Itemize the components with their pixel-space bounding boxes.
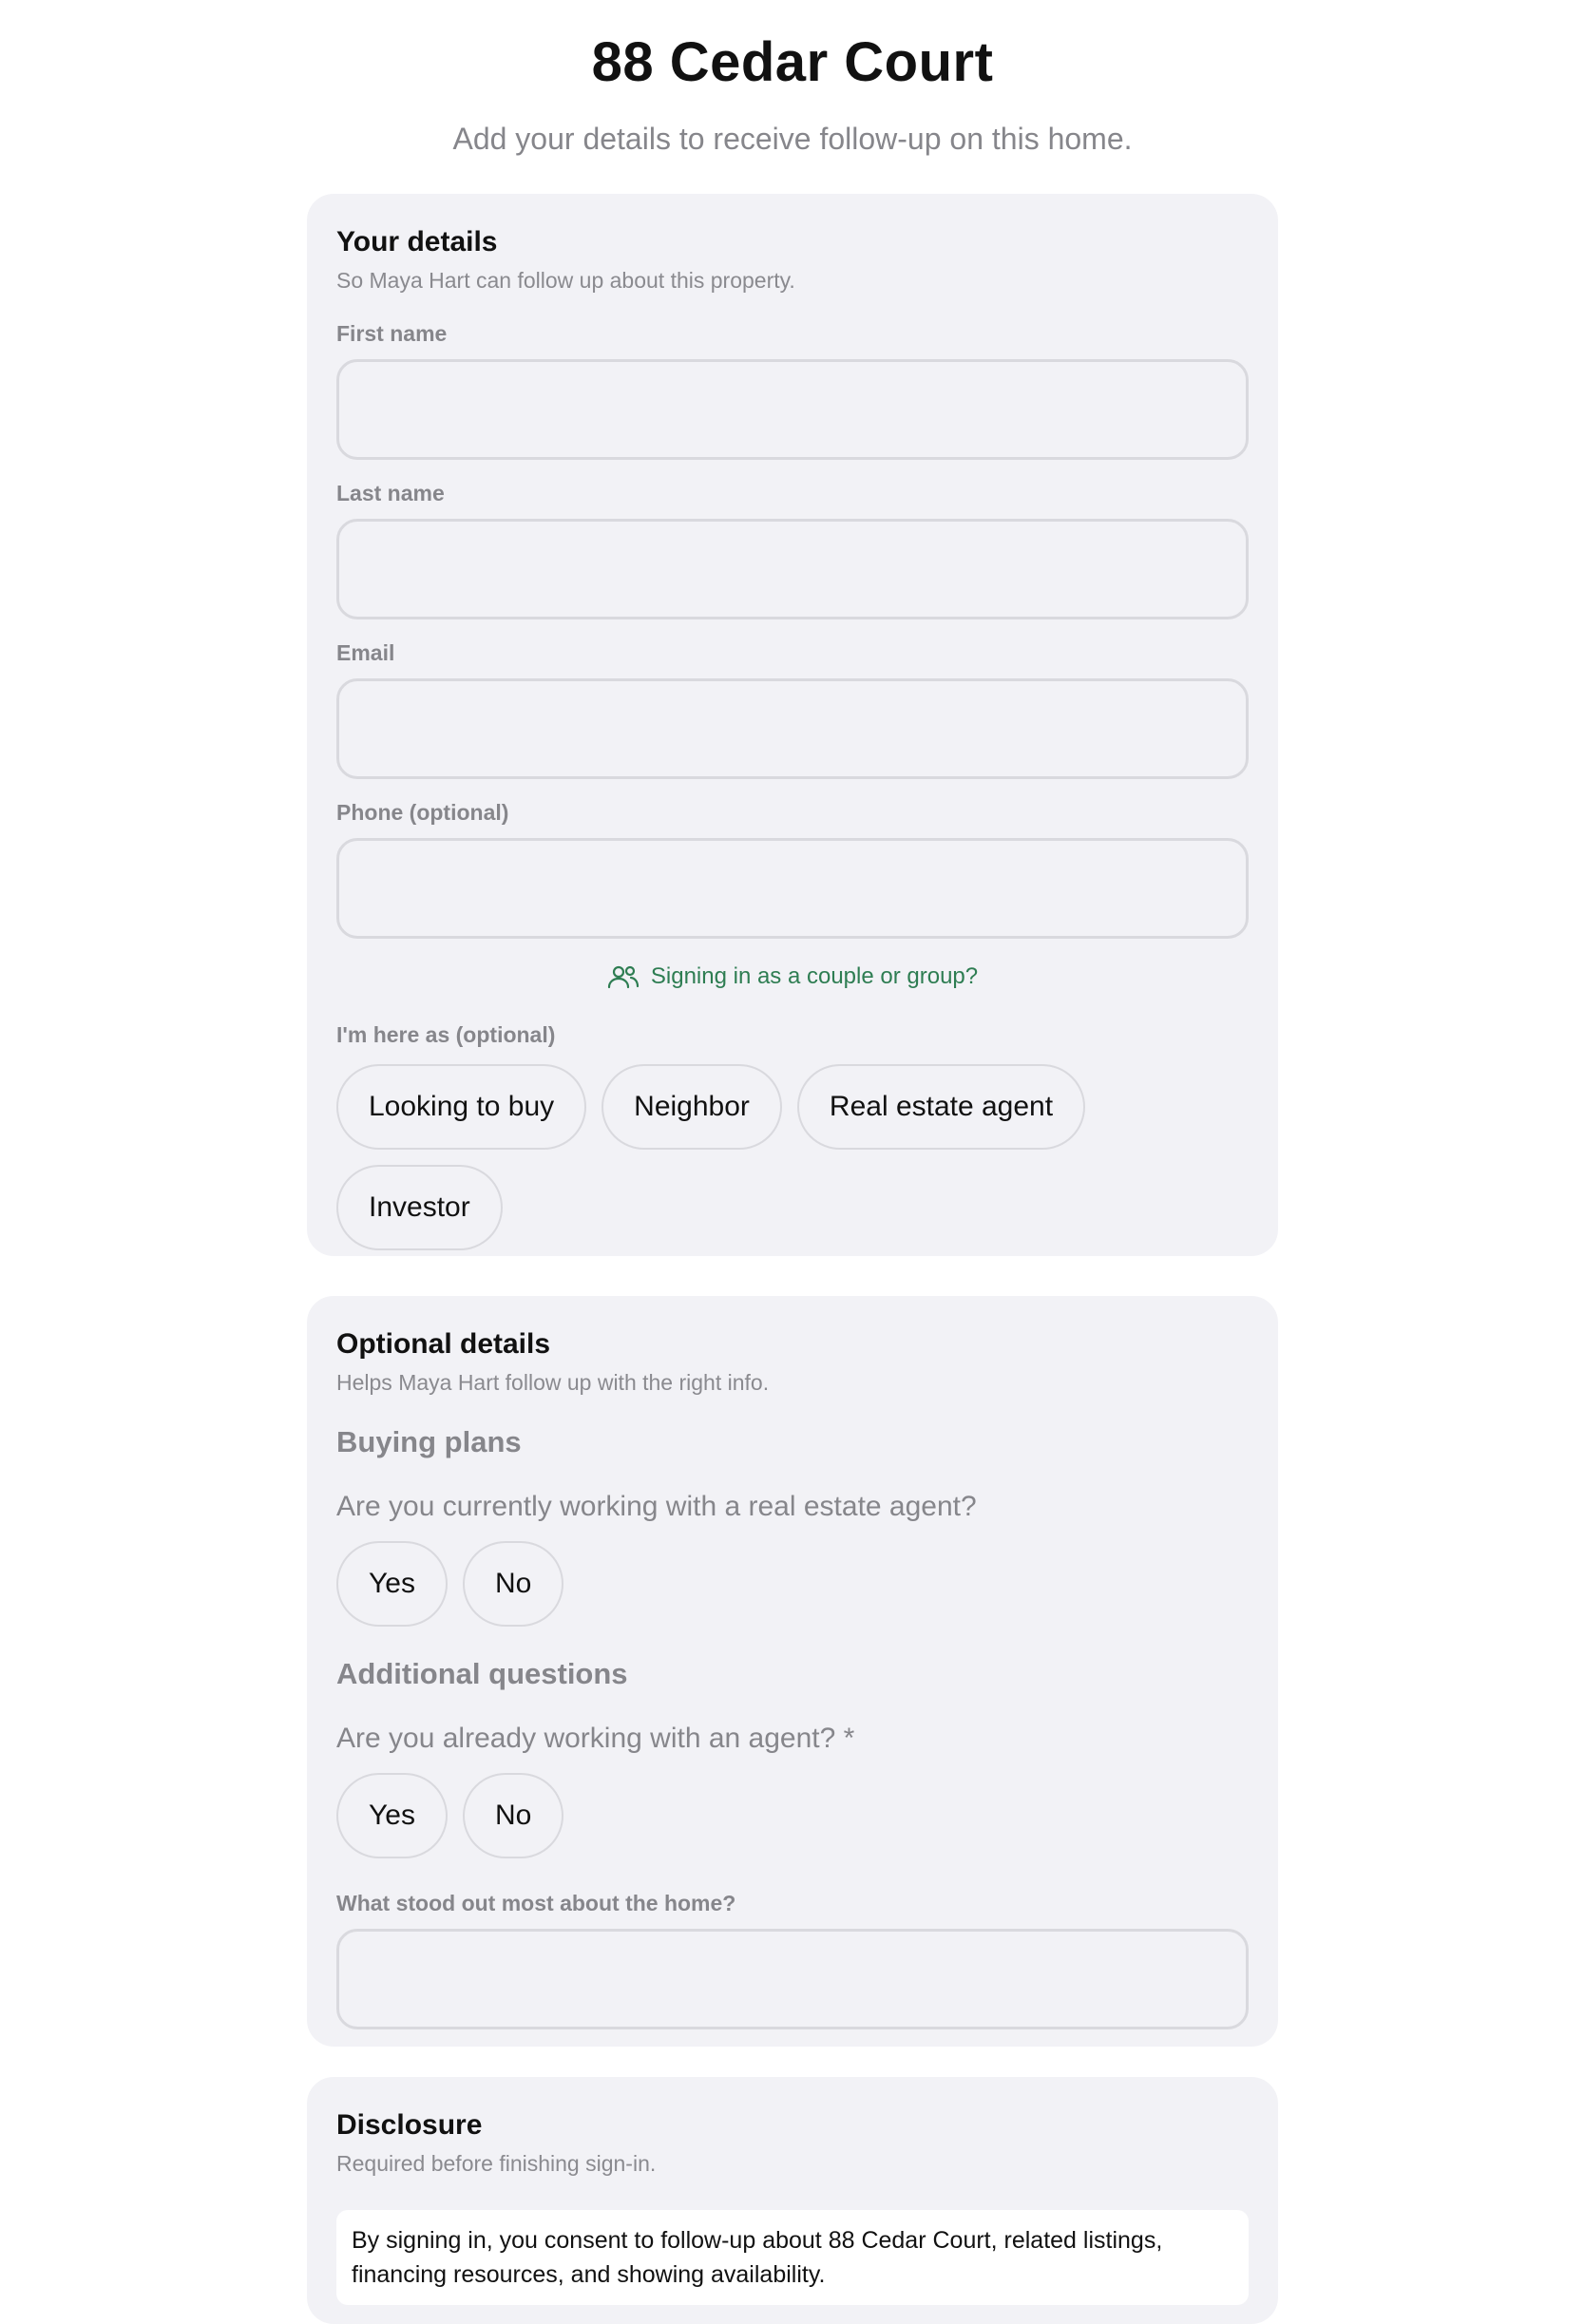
optional-details-description: Helps Maya Hart follow up with the right info. <box>336 1370 770 1395</box>
first-name-field <box>336 319 1249 460</box>
here-as-options <box>336 1064 1249 1250</box>
optional-details-title: Optional details <box>336 1328 551 1360</box>
couple-group-link[interactable] <box>336 962 1249 992</box>
email-label: Email <box>336 640 395 665</box>
additional-questions-heading: Additional questions <box>336 1657 628 1690</box>
disclosure-card <box>307 2077 1278 2324</box>
disclosure-description: Required before finishing sign-in. <box>336 2151 657 2176</box>
chip-looking-to-buy[interactable]: Looking to buy <box>336 1064 586 1150</box>
first-name-label: First name <box>336 321 448 346</box>
stood-out-field <box>336 1889 1249 2029</box>
agent-yes-button[interactable]: Yes <box>336 1773 448 1858</box>
phone-label: Phone (optional) <box>336 800 509 825</box>
your-details-description: So Maya Hart can follow up about this property. <box>336 268 795 293</box>
here-as-field <box>336 1020 1249 1250</box>
phone-input[interactable] <box>336 838 1249 939</box>
couple-group-link-text: Signing in as a couple or group? <box>650 963 979 989</box>
buying-plans-yes-button[interactable]: Yes <box>336 1541 448 1627</box>
optional-details-card <box>307 1296 1278 2047</box>
phone-field <box>336 798 1249 939</box>
agent-no-button[interactable]: No <box>463 1773 563 1858</box>
page-header <box>0 0 1585 158</box>
chip-investor[interactable]: Investor <box>336 1165 503 1250</box>
here-as-label: I'm here as (optional) <box>336 1022 556 1047</box>
your-details-card <box>307 194 1278 1256</box>
chip-real-estate-agent[interactable]: Real estate agent <box>797 1064 1085 1150</box>
buying-plans-question: Are you currently working with a real estate agent? <box>336 1491 977 1522</box>
page-subtitle: Add your details to receive follow-up on this home. <box>452 122 1133 156</box>
buying-plans-options <box>336 1541 1249 1627</box>
buying-plans-no-button[interactable]: No <box>463 1541 563 1627</box>
buying-plans-heading: Buying plans <box>336 1425 522 1458</box>
last-name-input[interactable] <box>336 519 1249 619</box>
email-input[interactable] <box>336 678 1249 779</box>
agent-question: Are you already working with an agent? * <box>336 1723 855 1754</box>
stood-out-label: What stood out most about the home? <box>336 1891 736 1915</box>
first-name-input[interactable] <box>336 359 1249 460</box>
email-field <box>336 638 1249 779</box>
last-name-field <box>336 479 1249 619</box>
last-name-label: Last name <box>336 481 445 505</box>
disclosure-text: By signing in, you consent to follow-up about 88 Cedar Court, related listings, financing resources, and showing availability. <box>336 2210 1249 2305</box>
people-icon <box>607 964 640 989</box>
chip-neighbor[interactable]: Neighbor <box>602 1064 782 1150</box>
page-title: 88 Cedar Court <box>591 31 994 93</box>
your-details-title: Your details <box>336 226 498 257</box>
disclosure-title: Disclosure <box>336 2109 483 2141</box>
stood-out-input[interactable] <box>336 1929 1249 2029</box>
agent-question-options <box>336 1773 1249 1858</box>
